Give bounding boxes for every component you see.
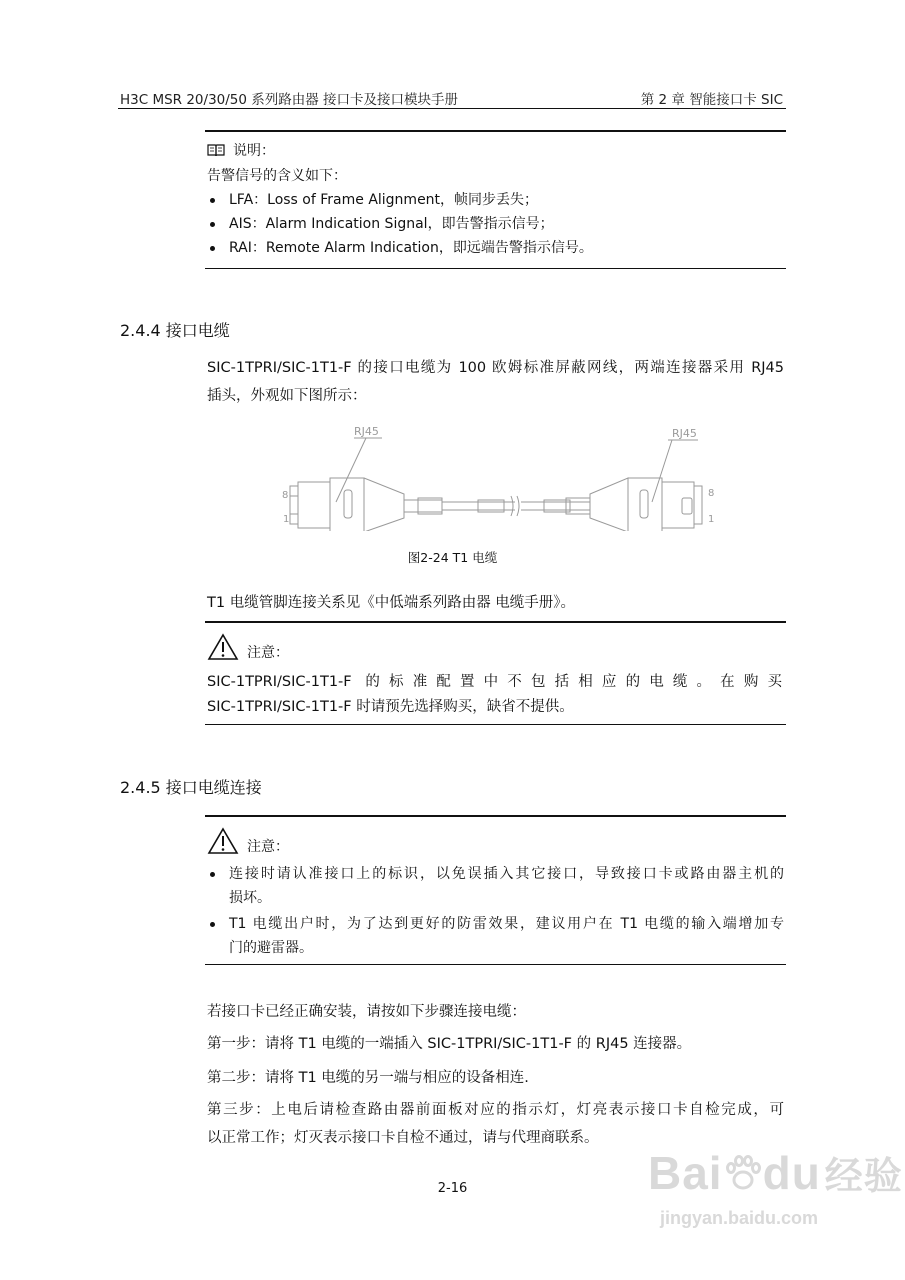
rj45-plug-body-left: [298, 482, 330, 528]
caution2-item2-line2: 门的避雷器。: [229, 940, 313, 956]
cable-break-symbol: [511, 496, 519, 516]
header-rule: [118, 108, 786, 109]
caution1-line2: SIC-1TPRI/SIC-1T1-F 时请预先选择购买，缺省不提供。: [207, 699, 574, 715]
caution1-bottom-rule: [205, 724, 786, 725]
caution2-bottom-rule: [205, 964, 786, 965]
book-icon: [207, 143, 225, 157]
caution2-item1-line1: 连接时请认准接口上的标识，以免误插入其它接口，导致接口卡或路由器主机的: [229, 866, 784, 882]
note-top-rule: [205, 130, 786, 132]
section1-paragraph-line1: SIC-1TPRI/SIC-1T1-F 的接口电缆为 100 欧姆标准屏蔽网线，两端连接器采用 RJ45: [207, 360, 784, 376]
caution1-line1: SIC-1TPRI/SIC-1T1-F 的标准配置中不包括相应的电缆。在购买: [207, 674, 782, 690]
list-item: RAI：Remote Alarm Indication，即远端告警指示信号。: [207, 236, 782, 260]
step-2: 第二步：请将 T1 电缆的另一端与相应的设备相连.: [207, 1070, 529, 1086]
warning-icon: [207, 633, 239, 661]
note-heading: [207, 140, 275, 160]
caution2-top-rule: [205, 815, 786, 817]
step-3-line2: 以正常工作；灯灭表示接口卡自检不通过，请与代理商联系。: [207, 1130, 599, 1146]
caution1-top-rule: [205, 621, 786, 623]
section-heading-2-4-5: 2.4.5 接口电缆连接: [120, 778, 262, 797]
section1-paragraph-line2: 插头，外观如下图所示：: [207, 388, 367, 404]
running-header-right: 第 2 章 智能接口卡 SIC: [640, 92, 783, 108]
pin-8-right: 8: [708, 488, 715, 499]
list-item: [207, 862, 784, 910]
caution1-title: 注意：: [247, 645, 289, 661]
rj45-label-left: RJ45: [354, 425, 379, 438]
caution2-heading: [207, 826, 289, 856]
caution2-list: [207, 862, 784, 960]
caution2-item1-line2: 损坏。: [229, 890, 271, 906]
boot-taper-right: [590, 478, 628, 531]
cable-reference-text: T1 电缆管脚连接关系见《中低端系列路由器 电缆手册》。: [207, 595, 576, 611]
note-bottom-rule: [205, 268, 786, 269]
list-item: AIS：Alarm Indication Signal，即告警指示信号；: [207, 212, 782, 236]
rj45-latch-right: [640, 490, 648, 518]
note-title: 说明：: [233, 143, 275, 159]
rj45-clip-right: [682, 498, 692, 514]
note-intro: 告警信号的含义如下：: [207, 168, 347, 184]
watermark-brand: Bai: [648, 1147, 723, 1199]
caution2-item2-line1: T1 电缆出户时，为了达到更好的防雷效果，建议用户在 T1 电缆的输入端增加专: [229, 916, 784, 932]
step-3-line1: 第三步：上电后请检查路由器前面板对应的指示灯，灯亮表示接口卡自检完成，可: [207, 1102, 784, 1118]
step-1: 第一步：请将 T1 电缆的一端插入 SIC-1TPRI/SIC-1T1-F 的 RJ45 连接器。: [207, 1036, 692, 1052]
page-number: 2-16: [437, 1181, 468, 1196]
paw-icon: [723, 1153, 763, 1193]
watermark-cn: 经验: [824, 1156, 903, 1198]
caution2-title: 注意：: [247, 839, 289, 855]
rj45-plug-tip-right: [694, 486, 702, 524]
pin-8-left: 8: [282, 490, 289, 501]
leader-line-left: [336, 438, 366, 502]
list-item: [207, 912, 784, 960]
section-heading-2-4-4: 2.4.4 接口电缆: [120, 321, 230, 340]
caution1-heading: [207, 632, 289, 662]
rj45-label-right: RJ45: [672, 427, 697, 440]
list-item: LFA：Loss of Frame Alignment，帧同步丢失；: [207, 188, 782, 212]
note-list: [207, 188, 782, 260]
watermark-url: jingyan.baidu.com: [660, 1208, 819, 1228]
running-header-left: H3C MSR 20/30/50 系列路由器 接口卡及接口模块手册: [120, 92, 459, 108]
watermark-brand2: du: [762, 1147, 821, 1199]
pin-1-right: 1: [708, 514, 715, 525]
watermark-logo: [648, 1148, 903, 1202]
rj45-boot-left: [330, 478, 364, 531]
rj45-plug-tip-left: [290, 486, 298, 524]
rj45-plug-body-right: [662, 482, 694, 528]
figure-caption: 图2-24 T1 电缆: [407, 550, 498, 565]
rj45-latch-left: [344, 490, 352, 518]
pin-1-left: 1: [283, 514, 290, 525]
boot-taper-left: [364, 478, 404, 531]
steps-intro: 若接口卡已经正确安装，请按如下步骤连接电缆：: [207, 1004, 526, 1020]
t1-cable-figure: [270, 416, 720, 531]
warning-icon: [207, 827, 239, 855]
